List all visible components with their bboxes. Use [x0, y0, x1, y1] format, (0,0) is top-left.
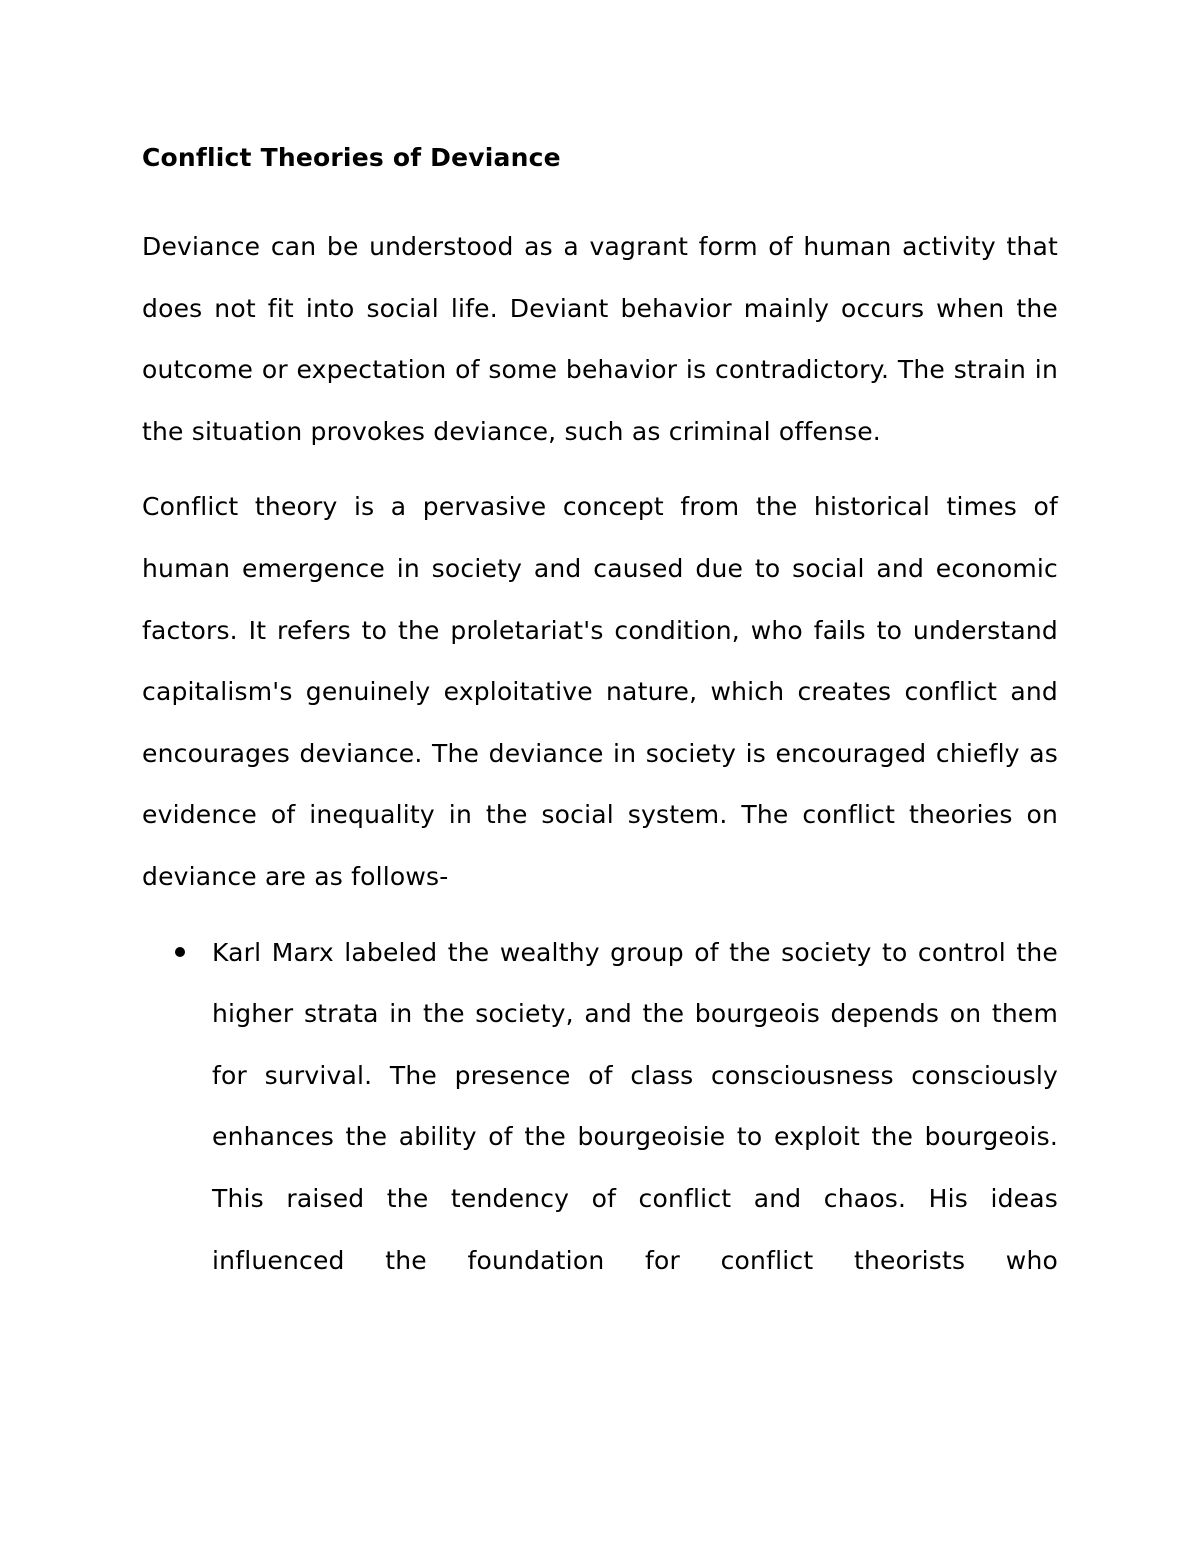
- bullet-text: Karl Marx labeled the wealthy group of the society to control the higher strata in the society, and the bourgeois depends on them for survival. The presence of class consciousness consciously enhances the ability of the bourgeoisie to exploit the bourgeois. This raised the tendency of conflict and chaos. His ideas influenced the foundation for conflict theorists who: [212, 937, 1058, 1275]
- bullet-item-karl-marx: [142, 922, 1058, 1292]
- paragraph-deviance-definition: Deviance can be understood as a vagrant form of human activity that does not fit into social life. Deviant behavior mainly occurs when the outcome or expectation of some behavior is contradictory. The strain in the situation provokes deviance, such as criminal offense.: [142, 232, 1058, 446]
- bullet-icon: [175, 947, 185, 957]
- document-title: Conflict Theories of Deviance: [142, 143, 561, 172]
- paragraph-conflict-theory: Conflict theory is a pervasive concept from the historical times of human emergence in society and caused due to social and economic factors. It refers to the proletariat's condition, who fails to understand capitalism's genuinely exploitative nature, which creates conflict and encourages deviance. The deviance in society is encouraged chiefly as evidence of inequality in the social system. The conflict theories on deviance are as follows-: [142, 492, 1058, 891]
- document-body: [142, 140, 1058, 1291]
- bullet-list: [142, 922, 1058, 1292]
